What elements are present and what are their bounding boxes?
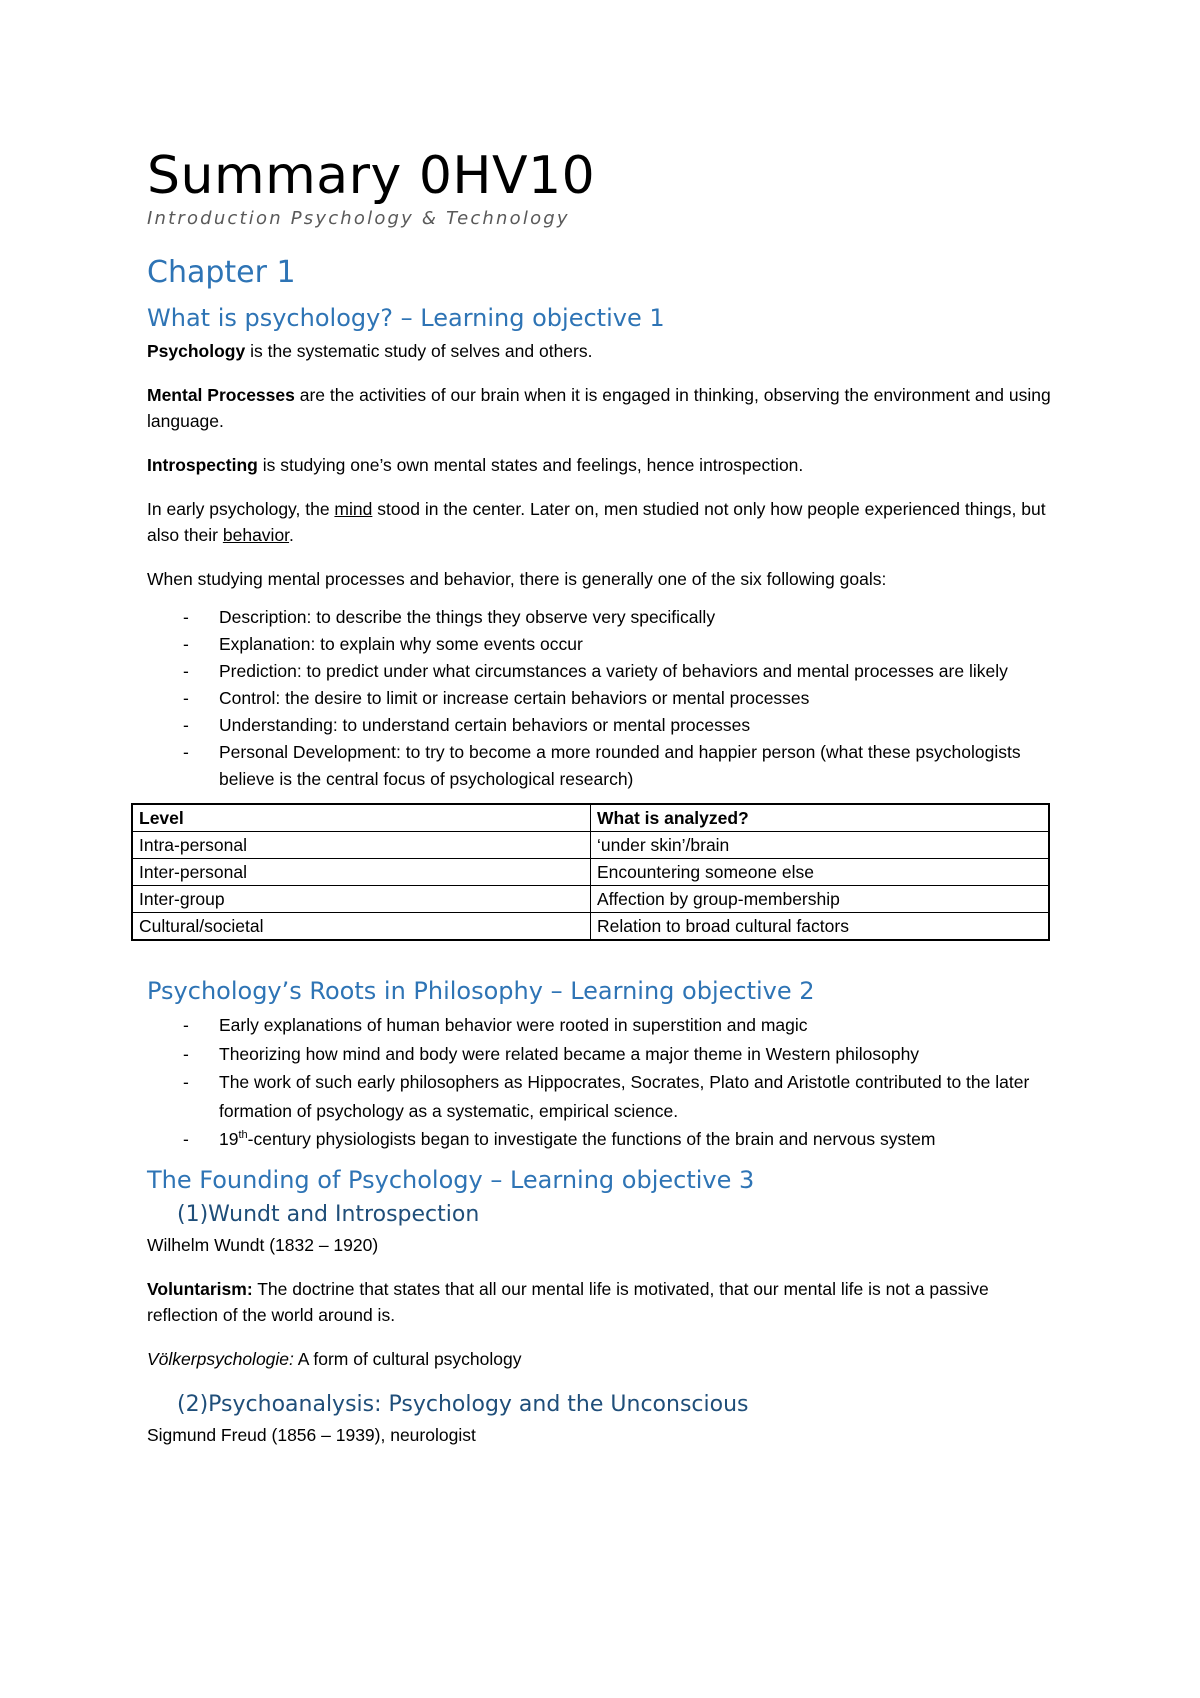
table-cell: Affection by group-membership — [591, 886, 1050, 913]
table-row — [132, 886, 1049, 913]
dash-bullet: - — [183, 1072, 189, 1092]
document-subtitle: Introduction Psychology & Technology — [147, 208, 570, 229]
list-item-text: Personal Development: to try to become a more rounded and happier person (what these psychologists believe is the central focus of psychological research) — [219, 742, 1021, 789]
section-heading-1: What is psychology? – Learning objective 1 — [147, 304, 665, 332]
levels-table — [131, 803, 1050, 941]
table-header-cell: Level — [132, 804, 591, 832]
table-row — [132, 832, 1049, 859]
table-header-cell: What is analyzed? — [591, 804, 1050, 832]
dash-bullet: - — [183, 607, 189, 627]
paragraph-freud: Sigmund Freud (1856 – 1939), neurologist — [147, 1424, 476, 1445]
definition-psychology: is the systematic study of selves and others. — [245, 341, 593, 361]
table-cell: Cultural/societal — [132, 913, 591, 941]
definition-volkerpsychologie: A form of cultural psychology — [293, 1348, 522, 1369]
section-heading-2: Psychology’s Roots in Philosophy – Learning objective 2 — [147, 977, 815, 1005]
table-cell: Inter-personal — [132, 859, 591, 886]
dash-bullet: - — [183, 688, 189, 708]
text-fragment: In early psychology, the — [147, 499, 335, 519]
term-volkerpsychologie: Völkerpsychologie: — [147, 1348, 294, 1369]
table-cell: Intra-personal — [132, 832, 591, 859]
paragraph-goals-intro: When studying mental processes and behavior, there is generally one of the six following goals: — [147, 569, 887, 589]
table-cell: Encountering someone else — [591, 859, 1050, 886]
dash-bullet: - — [183, 1129, 189, 1149]
paragraph-wundt: Wilhelm Wundt (1832 – 1920) — [147, 1234, 379, 1255]
paragraph-introspecting — [147, 452, 1057, 478]
list-item — [147, 1125, 1057, 1154]
table-cell: Inter-group — [132, 886, 591, 913]
subsection-heading-wundt — [177, 1200, 1057, 1230]
goals-list — [147, 604, 1057, 793]
table-row — [132, 913, 1049, 941]
text-fragment: stood in the center. Later on, men studied not only how people experienced things, but also their — [147, 499, 1046, 545]
underlined-behavior: behavior — [222, 525, 290, 545]
paragraph-early-psychology — [147, 496, 1057, 548]
definition-introspecting: is studying one’s own mental states and feelings, hence introspection. — [257, 455, 804, 475]
paragraph-psychology — [147, 338, 1057, 364]
term-introspecting: Introspecting — [147, 455, 258, 475]
subsection-heading-psychoanalysis — [177, 1390, 1057, 1420]
list-item — [147, 658, 1057, 685]
roots-list — [147, 1011, 1057, 1154]
dash-bullet: - — [183, 634, 189, 654]
underlined-mind: mind — [334, 499, 373, 519]
paragraph-volkerpsychologie — [147, 1346, 1057, 1372]
list-item-text: Control: the desire to limit or increase certain behaviors or mental processes — [219, 688, 810, 708]
list-item-text: Prediction: to predict under what circumstances a variety of behaviors and mental processes are likely — [219, 661, 1008, 681]
list-item-text: The work of such early philosophers as Hippocrates, Socrates, Plato and Aristotle contributed to the later formation of psychology as a systematic, empirical science. — [219, 1072, 1030, 1121]
subsection-number: (1) — [177, 1201, 209, 1227]
definition-voluntarism: The doctrine that states that all our mental life is motivated, that our mental life is not a passive reflection of the world around is. — [147, 1278, 989, 1325]
list-item-text: Explanation: to explain why some events occur — [219, 634, 583, 654]
term-psychology: Psychology — [147, 341, 246, 361]
list-item — [147, 604, 1057, 631]
list-item-text: Description: to describe the things they observe very specifically — [219, 607, 716, 627]
document-content — [139, 146, 1057, 1466]
list-item-text: 19 — [219, 1129, 239, 1149]
subsection-number: (2) — [177, 1391, 209, 1417]
list-item-text: -century physiologists began to investigate the functions of the brain and nervous system — [247, 1129, 936, 1149]
list-item — [147, 1068, 1057, 1125]
table-header-row — [132, 804, 1049, 832]
dash-bullet: - — [183, 661, 189, 681]
list-item — [147, 712, 1057, 739]
term-mental-processes: Mental Processes — [147, 385, 295, 405]
paragraph-voluntarism — [147, 1276, 1057, 1328]
term-voluntarism: Voluntarism: — [147, 1278, 253, 1299]
list-item — [147, 1040, 1057, 1069]
definition-mental-processes: are the activities of our brain when it is engaged in thinking, observing the environment and using language. — [147, 385, 1051, 431]
table-cell: ‘under skin’/brain — [591, 832, 1050, 859]
subsection-title: Wundt and Introspection — [208, 1201, 480, 1227]
list-item-text: Understanding: to understand certain behaviors or mental processes — [219, 715, 751, 735]
section-heading-3: The Founding of Psychology – Learning objective 3 — [147, 1165, 755, 1194]
dash-bullet: - — [183, 1043, 189, 1064]
document-title: Summary 0HV10 — [147, 146, 596, 206]
subsection-title: Psychoanalysis: Psychology and the Unconscious — [208, 1391, 749, 1417]
list-item — [147, 631, 1057, 658]
list-item — [147, 685, 1057, 712]
chapter-heading: Chapter 1 — [147, 255, 296, 290]
dash-bullet: - — [183, 715, 189, 735]
dash-bullet: - — [183, 1015, 189, 1035]
dash-bullet: - — [183, 742, 189, 762]
list-item-text: Early explanations of human behavior were rooted in superstition and magic — [219, 1015, 808, 1035]
list-item — [147, 1011, 1057, 1040]
list-item-text: Theorizing how mind and body were related became a major theme in Western philosophy — [219, 1043, 920, 1064]
table-row — [132, 859, 1049, 886]
text-fragment: . — [289, 525, 294, 545]
paragraph-mental-processes — [147, 382, 1057, 434]
table-cell: Relation to broad cultural factors — [591, 913, 1050, 941]
list-item — [147, 739, 1057, 793]
superscript: th — [238, 1129, 248, 1142]
